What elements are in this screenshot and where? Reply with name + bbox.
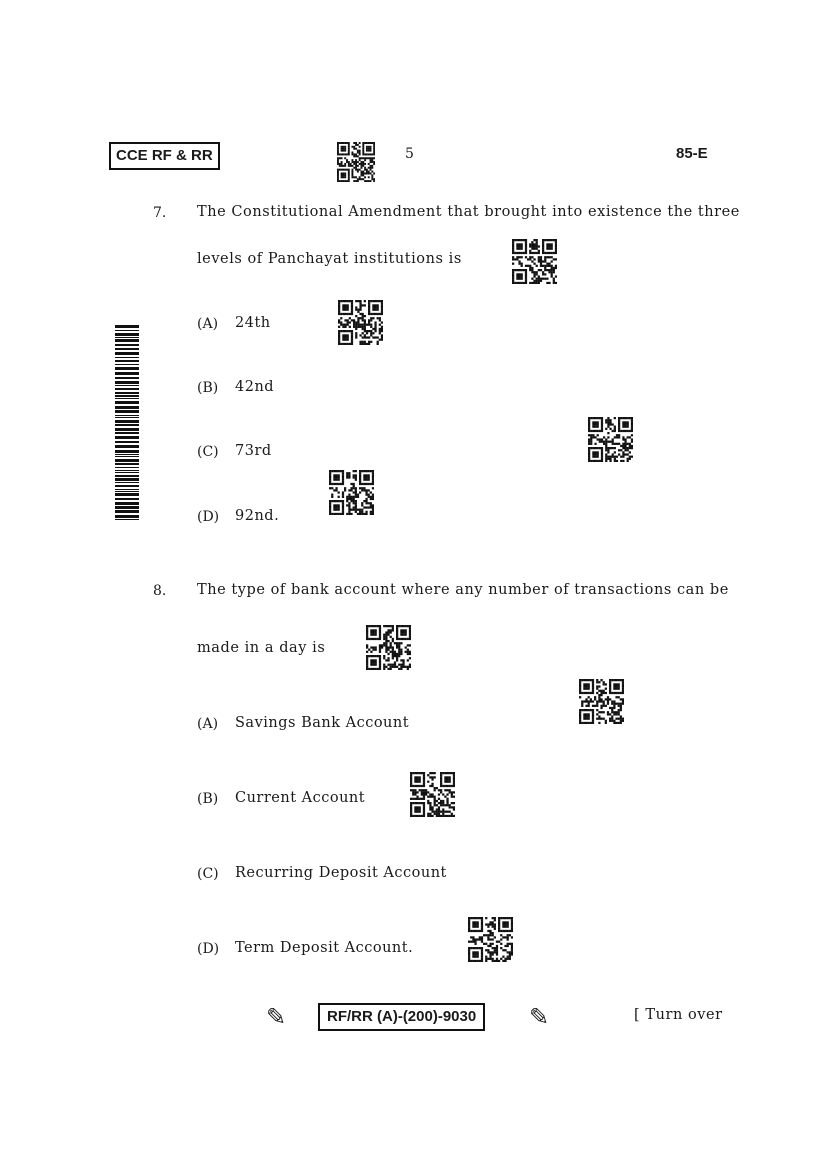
turn-over-label: [ Turn over	[634, 1007, 723, 1023]
option-text: 24th	[235, 315, 271, 331]
option-letter: (A)	[197, 716, 219, 732]
qr-code-icon	[468, 917, 513, 962]
option-letter: (D)	[197, 509, 220, 525]
question-text-line: made in a day is	[197, 640, 326, 656]
question-text-line: levels of Panchayat institutions is	[197, 251, 462, 267]
option-letter: (C)	[197, 444, 219, 460]
question-number: 7.	[153, 205, 167, 221]
qr-code-icon	[588, 417, 633, 462]
page-number: 5	[405, 146, 414, 162]
qr-code-icon	[338, 300, 383, 345]
option-text: Current Account	[235, 790, 366, 806]
option-text: 73rd	[235, 443, 272, 459]
qr-code-icon	[329, 470, 374, 515]
option-text: Savings Bank Account	[235, 715, 410, 731]
option-text: 92nd.	[235, 508, 280, 524]
pencil-icon: ✎	[266, 1003, 287, 1031]
option-letter: (B)	[197, 791, 219, 807]
question-number: 8.	[153, 583, 167, 599]
question-text-line: The Constitutional Amendment that brought into existence the three	[197, 204, 740, 220]
barcode-icon	[115, 325, 139, 520]
qr-code-icon	[579, 679, 624, 724]
exam-code-box: CCE RF & RR	[109, 142, 220, 170]
qr-code-icon	[337, 142, 375, 182]
option-text: 42nd	[235, 379, 275, 395]
footer-code-box: RF/RR (A)-(200)-9030	[318, 1003, 485, 1031]
option-letter: (A)	[197, 316, 219, 332]
paper-code: 85-E	[676, 145, 708, 162]
question-text-line: The type of bank account where any number of transactions can be	[197, 582, 729, 598]
option-text: Term Deposit Account.	[235, 940, 414, 956]
option-letter: (B)	[197, 380, 219, 396]
option-text: Recurring Deposit Account	[235, 865, 447, 881]
option-letter: (C)	[197, 866, 219, 882]
pencil-icon: ✎	[529, 1003, 550, 1031]
option-letter: (D)	[197, 941, 220, 957]
qr-code-icon	[512, 239, 557, 284]
qr-code-icon	[366, 625, 411, 670]
qr-code-icon	[410, 772, 455, 817]
